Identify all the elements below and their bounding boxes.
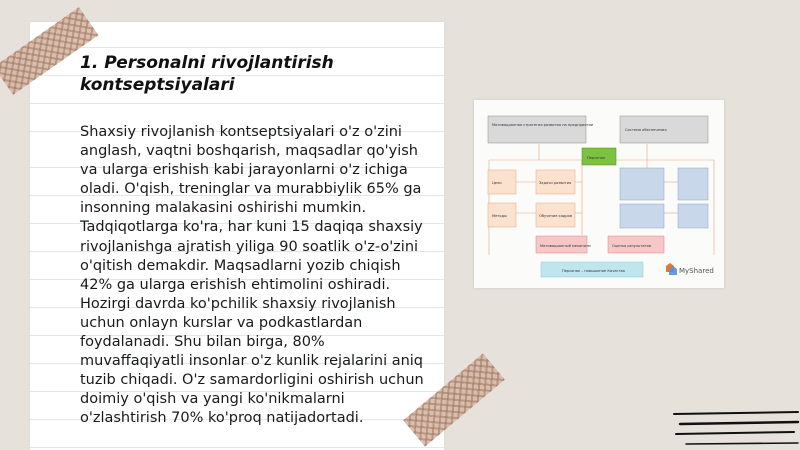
decorative-brush-lines bbox=[672, 408, 800, 450]
diagram-top-right-label: Система обеспечения bbox=[625, 128, 667, 132]
diagram-pink-label-2: Оценка результатов bbox=[612, 244, 652, 248]
diagram-left-label-1: Цели bbox=[492, 181, 502, 185]
diagram-blue-box-1 bbox=[620, 168, 664, 200]
diagram-pink-label-1: Мотивационный механизм bbox=[540, 244, 591, 248]
diagram-center-label: Персонал bbox=[587, 156, 606, 160]
diagram-blue-box-3 bbox=[620, 204, 664, 228]
myshared-logo-icon bbox=[666, 263, 677, 275]
diagram-mid-label-1: Задачи развития bbox=[539, 181, 572, 185]
diagram-left-label-2: Методы bbox=[492, 214, 507, 218]
diagram-mid-label-2: Обучение кадров bbox=[539, 214, 573, 218]
diagram-bottom-bar-label: Персонал – повышение Качества bbox=[562, 269, 625, 273]
slide-title: 1. Personalni rivojlantirish kontseptsiyalari bbox=[80, 53, 334, 95]
diagram-blue-box-4 bbox=[678, 204, 708, 228]
diagram-blue-box-2 bbox=[678, 168, 708, 200]
diagram-watermark: MyShared bbox=[679, 267, 714, 275]
slide-body-text: Shaxsiy rivojlanish kontseptsiyalari o'z o'zini anglash, vaqtni boshqarish, maqsadlar qo'yish va ularga erishish kabi jarayonlarni o'z ichiga oladi. O'qish, treninglar va murabbiylik 65% ga insonning malakasini oshirishi mumkin. Tadqiqotlarga ko'ra, har kuni 15 daqiqa shaxsiy rivojlanishga ajratish yiliga 90 soatlik o'z-o'zini o'qitish demakdir. Maqsadlarni yozib chiqish 42% ga ularga erishish ehtimolini oshiradi. Hozirgi davrda ko'pchilik shaxsiy rivojlanish uchun onlayn kurslar va podkastlardan foydalanadi. Shu bilan birga, 80% muvaffaqiyatli insonlar o'z kunlik rejalarini aniq tuzib chiqadi. O'z samardorligini oshirish uchun doimiy o'qish va yangi ko'nikmalarni o'zlashtirish 70% ko'proq natijadortadi. bbox=[80, 124, 424, 427]
diagram-top-left-label: Мотивационная стратегия развития на предприятии bbox=[492, 123, 594, 127]
diagram-top-left-box bbox=[488, 116, 586, 143]
diagram-image bbox=[474, 100, 724, 288]
